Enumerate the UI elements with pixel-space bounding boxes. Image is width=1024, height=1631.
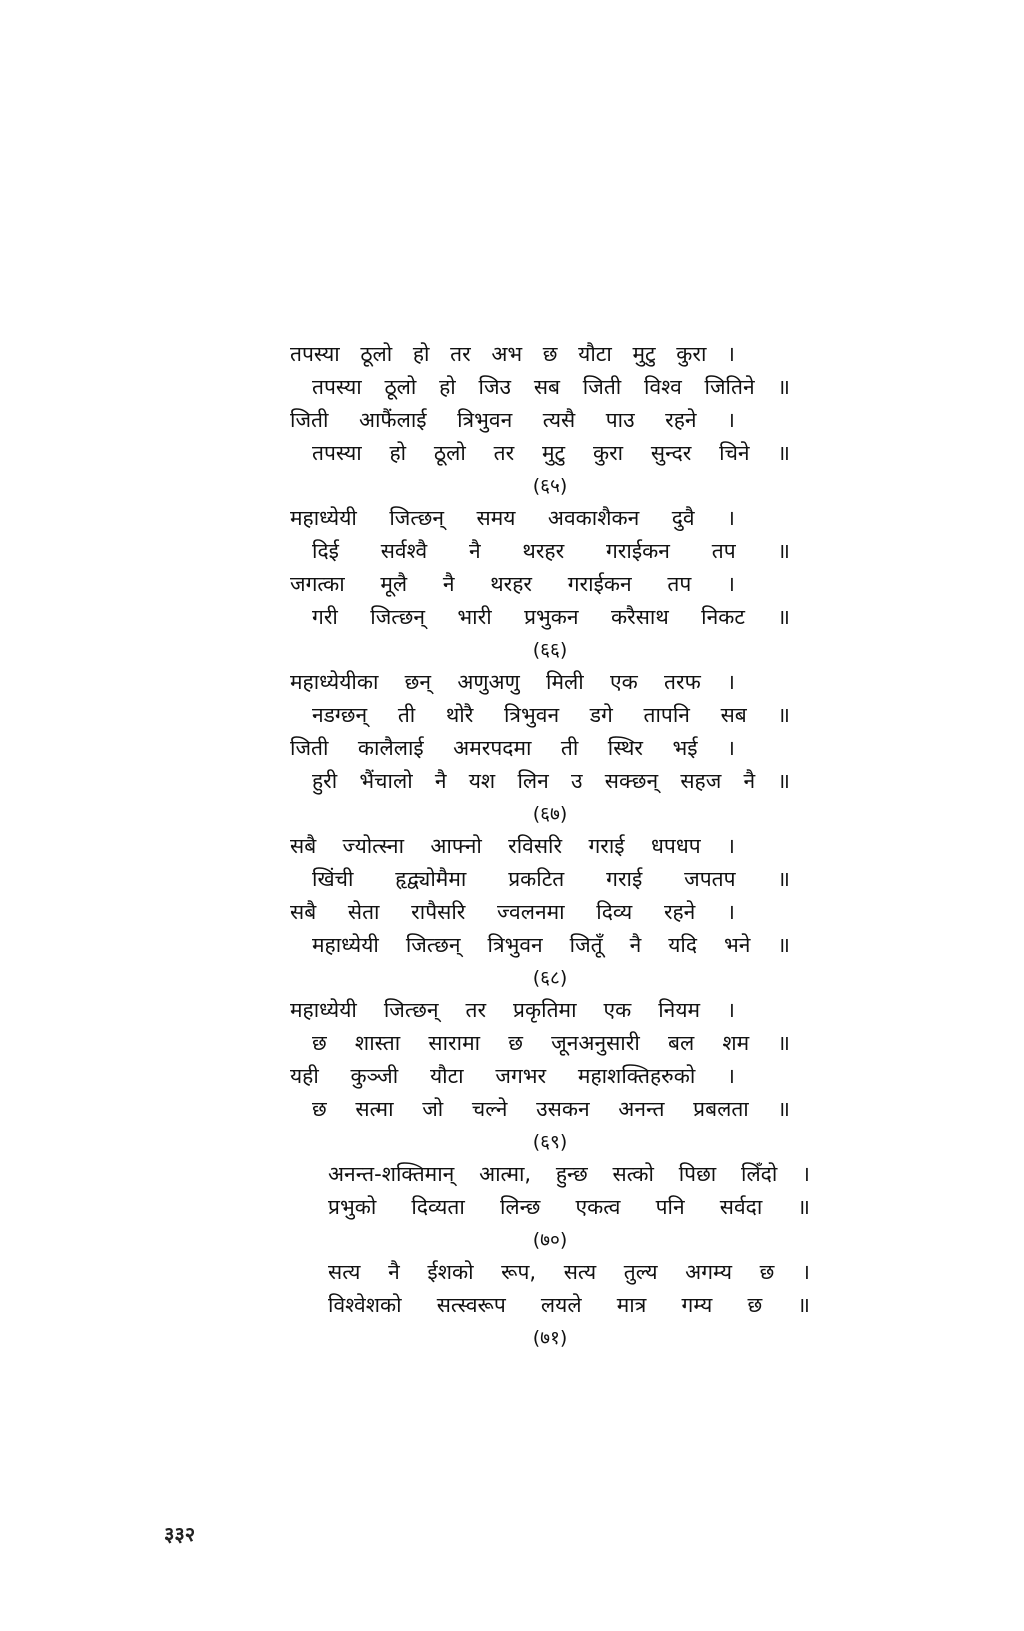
verse-line: खिंची हृद्व्योमैमा प्रकटित गराई जपतप ॥ <box>312 867 790 891</box>
verse-line: तपस्या हो ठूलो तर मुटु कुरा सुन्दर चिने ॥ <box>312 441 790 465</box>
verse-line: जगत्का मूलै नै थरहर गराईकन तप । <box>290 572 735 596</box>
verse-number: (६६) <box>532 639 568 661</box>
verse-line: जिती आफैंलाई त्रिभुवन त्यसै पाउ रहने । <box>290 408 735 432</box>
verse-number: (६८) <box>532 967 568 989</box>
verse-line: महाध्येयीका छन् अणुअणु मिली एक तरफ । <box>290 670 735 694</box>
verse-line: महाध्येयी जित्छन् त्रिभुवन जितूँ नै यदि भने ॥ <box>312 933 790 957</box>
verse-line: महाध्येयी जित्छन् तर प्रकृतिमा एक नियम । <box>290 998 735 1022</box>
verse-line: महाध्येयी जित्छन् समय अवकाशैकन दुवै । <box>290 506 735 530</box>
verse-line: जिती कालैलाई अमरपदमा ती स्थिर भई । <box>290 736 735 760</box>
verse-block <box>290 338 810 1354</box>
verse-line: यही कुञ्जी यौटा जगभर महाशक्तिहरुको । <box>290 1064 735 1088</box>
verse-line: गरी जित्छन् भारी प्रभुकन करैसाथ निकट ॥ <box>312 605 790 629</box>
stanza-65 <box>290 338 810 502</box>
verse-line: सत्य नै ईशको रूप, सत्य तुल्य अगम्य छ । <box>328 1260 810 1284</box>
verse-line: हुरी भैंचालो नै यश लिन उ सक्छन् सहज नै ॥ <box>312 769 790 793</box>
verse-line: विश्वेशको सत्स्वरूप लयले मात्र गम्य छ ॥ <box>328 1293 810 1317</box>
verse-number: (७०) <box>532 1229 568 1251</box>
stanza-70 <box>290 1158 810 1256</box>
verse-number: (६५) <box>532 475 568 497</box>
verse-line: सबै ज्योत्स्ना आफ्नो रविसरि गराई धपधप । <box>290 834 735 858</box>
stanza-69 <box>290 994 810 1158</box>
stanza-67 <box>290 666 810 830</box>
verse-line: अनन्त-शक्तिमान् आत्मा, हुन्छ सत्को पिछा लिँदो । <box>328 1162 810 1186</box>
verse-number: (६७) <box>532 803 568 825</box>
verse-line: तपस्या ठूलो हो जिउ सब जिती विश्व जितिने ॥ <box>312 375 790 399</box>
verse-line: सबै सेता रापैसरि ज्वलनमा दिव्य रहने । <box>290 900 735 924</box>
verse-line: नडग्छन् ती थोरै त्रिभुवन डगे तापनि सब ॥ <box>312 703 790 727</box>
verse-line: छ सत्मा जो चल्ने उसकन अनन्त प्रबलता ॥ <box>312 1097 790 1121</box>
verse-number: (६९) <box>532 1131 568 1153</box>
verse-line: छ शास्ता सारामा छ जूनअनुसारी बल शम ॥ <box>312 1031 790 1055</box>
verse-line: प्रभुको दिव्यता लिन्छ एकत्व पनि सर्वदा ॥ <box>328 1195 810 1219</box>
stanza-71 <box>290 1256 810 1354</box>
page-number: ३३२ <box>164 1522 196 1546</box>
verse-line: दिई सर्वश्वै नै थरहर गराईकन तप ॥ <box>312 539 790 563</box>
stanza-66 <box>290 502 810 666</box>
verse-line: तपस्या ठूलो हो तर अभ छ यौटा मुटु कुरा । <box>290 342 735 366</box>
stanza-68 <box>290 830 810 994</box>
verse-number: (७१) <box>532 1327 568 1349</box>
